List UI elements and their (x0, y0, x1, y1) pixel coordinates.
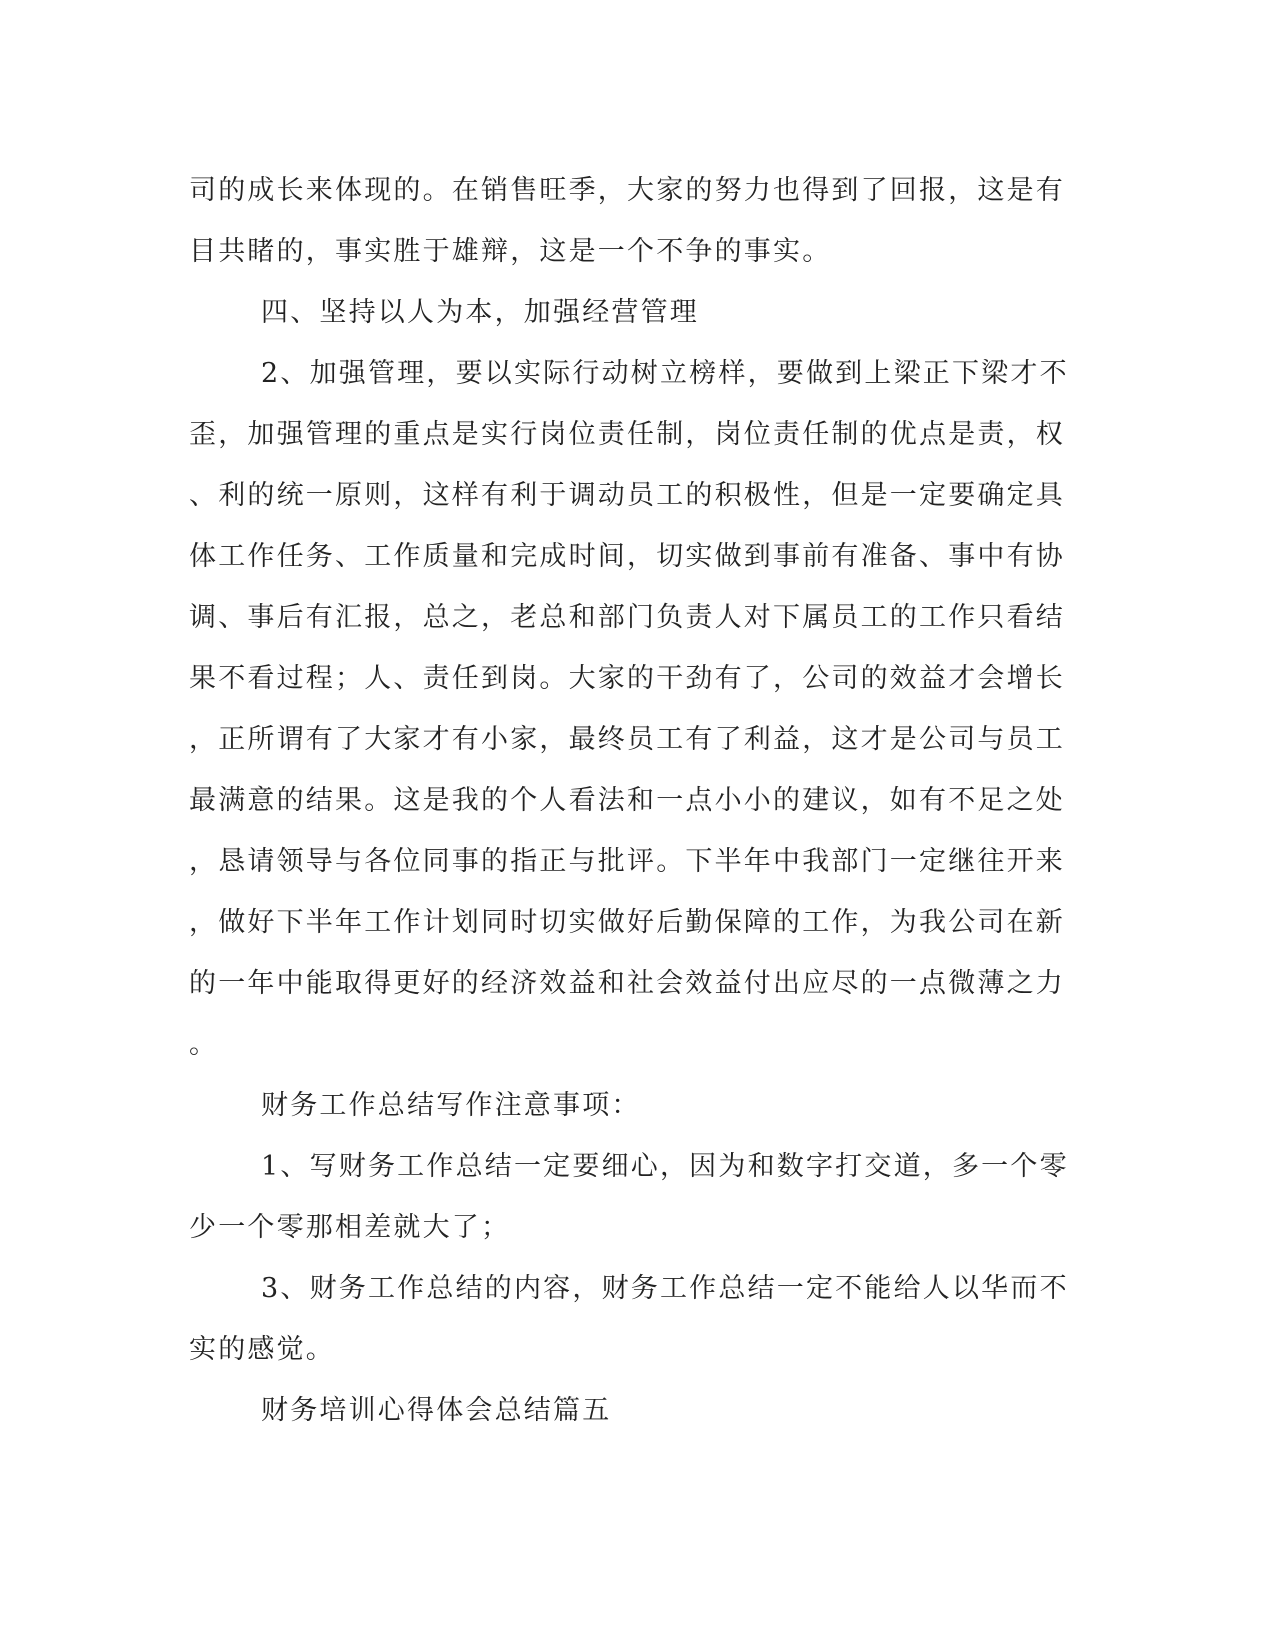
text-line: 。 (189, 1029, 219, 1060)
section-heading: 财务工作总结写作注意事项： (261, 1090, 641, 1121)
text-line: 、利的统一原则，这样有利于调动员工的积极性，但是一定要确定具 (189, 480, 1065, 511)
text-line: 1、写财务工作总结一定要细心，因为和数字打交道，多一个零 (261, 1151, 1069, 1182)
text-line: 少一个零那相差就大了； (189, 1212, 511, 1243)
document-body (189, 160, 1069, 1441)
text-line: ，恳请领导与各位同事的指正与批评。下半年中我部门一定继往开来 (189, 846, 1065, 877)
text-line: 实的感觉。 (189, 1334, 335, 1365)
text-line: ，做好下半年工作计划同时切实做好后勤保障的工作，为我公司在新 (189, 907, 1065, 938)
text-line: 歪，加强管理的重点是实行岗位责任制，岗位责任制的优点是责，权 (189, 419, 1065, 450)
text-line: 体工作任务、工作质量和完成时间，切实做到事前有准备、事中有协 (189, 541, 1065, 572)
text-line: ，正所谓有了大家才有小家，最终员工有了利益，这才是公司与员工 (189, 724, 1065, 755)
section-heading: 财务培训心得体会总结篇五 (261, 1395, 612, 1426)
text-line: 司的成长来体现的。在销售旺季，大家的努力也得到了回报，这是有 (189, 175, 1065, 206)
text-line: 果不看过程；人、责任到岗。大家的干劲有了，公司的效益才会增长 (189, 663, 1065, 694)
text-line: 调、事后有汇报，总之，老总和部门负责人对下属员工的工作只看结 (189, 602, 1065, 633)
text-line: 3、财务工作总结的内容，财务工作总结一定不能给人以华而不 (261, 1273, 1069, 1304)
section-heading: 四、坚持以人为本，加强经营管理 (261, 297, 699, 328)
text-line: 的一年中能取得更好的经济效益和社会效益付出应尽的一点微薄之力 (189, 968, 1065, 999)
text-line: 目共睹的，事实胜于雄辩，这是一个不争的事实。 (189, 236, 832, 267)
text-line: 2、加强管理，要以实际行动树立榜样，要做到上梁正下梁才不 (261, 358, 1069, 389)
text-line: 最满意的结果。这是我的个人看法和一点小小的建议，如有不足之处 (189, 785, 1065, 816)
